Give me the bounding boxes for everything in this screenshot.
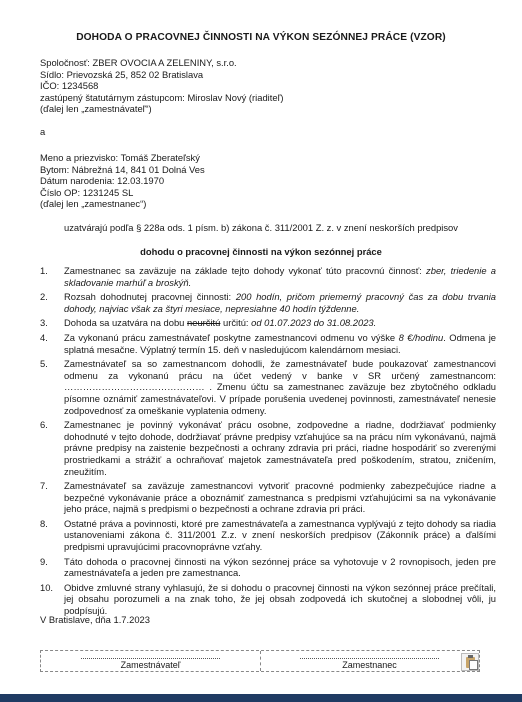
employer-representative: zastúpený štatutárnym zástupcom: Miroslav Nový (riaditeľ) — [40, 91, 284, 103]
employer-name: Spoločnosť: ZBER OVOCIA A ZELENINY, s.r.o. — [40, 57, 237, 68]
signature-label-employee: Zamestnanec — [342, 660, 397, 670]
term-7: 7. Zamestnávateľ sa zaväzuje zamestnancovi vytvoriť pracovné podmienky zabezpečujúce riadne a bezpečné vykonávanie práce a oboznámiť zamestnanca s predpismi vzťahujúcimi sa na vykonávanie jeho práce, najmä s predpismi o bezpečnosti a ochrane zdravia pri práci. — [40, 480, 496, 515]
employee-name: Meno a priezvisko: Tomáš Zberateľský — [40, 152, 200, 163]
term-10: 10. Obidve zmluvné strany vyhlasujú, že si dohodu o pracovnej činnosti na výkon sezónnej práce prečítali, jej obsahu porozumeli a na znak toho, že jej obsah zodpovedá ich skutočnej a slobodnej vôli, ju podpísujú. — [40, 581, 496, 617]
terms-list — [40, 265, 496, 620]
term-9: 9. Táto dohoda o pracovnej činnosti na výkon sezónnej práce sa vyhotovuje v 2 rovnopisoch, jeden pre zamestnávateľa a jeden pre zamestnanca. — [40, 555, 496, 579]
clipboard-clip — [468, 655, 473, 658]
place-date: V Bratislave, dňa 1.7.2023 — [40, 614, 150, 625]
conjunction: a — [40, 126, 46, 137]
signature-cell-employee[interactable] — [260, 651, 479, 671]
employer-address: Sídlo: Prievozská 25, 852 02 Bratislava — [40, 68, 204, 80]
term-6: 6. Zamestnanec je povinný vykonávať prácu osobne, zodpovedne a riadne, dodržiavať podmienky dohodnuté v tejto dohode, dodržiavať právne predpisy vzťahujúce sa na prácu ním vykonávanú, najmä právne predpisy na zaistenie bezpečnosti a ochrany zdravia pri práci, riadne hospodáriť so zverenými prostriedkami a strážiť a ochraňovať majetok zamestnávateľa pred poškodením, stratou, zničením, zneužitím. — [40, 419, 496, 477]
signature-line — [81, 658, 220, 659]
employee-birthdate: Dátum narodenia: 12.03.1970 — [40, 175, 165, 187]
legal-basis: uzatvárajú podľa § 228a ods. 1 písm. b) zákona č. 311/2001 Z. z. v znení neskorších predpisov — [64, 222, 458, 233]
term-1: 1. Zamestnanec sa zaväzuje na základe tejto dohody vykonať túto pracovnú činnosť: zber, triedenie a skladovanie marhúľ a broskýň. — [40, 265, 496, 288]
signature-table — [40, 650, 480, 672]
term-3: 3. Dohoda sa uzatvára na dobu neurčitú určitú: od 01.07.2023 do 31.08.2023. — [40, 317, 377, 329]
employer-alias: (ďalej len „zamestnávateľ“) — [40, 103, 152, 115]
term-5: 5. Zamestnávateľ sa so zamestnancom dohodli, že zamestnávateľ bude poukazovať zamestnancovi odmenu za vykonanú prácu na účet vedený v banke v SR určený zamestnancom: ……………………………………… . Zmenu účtu sa zamestnanec zaväzuje bez zbytočného odkladu písomne oznámiť zamestnávateľovi. V prípade porušenia uvedenej povinnosti, zamestnávateľ nenesie zodpovednosť za omeškanie vyplatenia odmeny. — [40, 358, 496, 416]
paste-options-icon[interactable] — [461, 653, 479, 671]
signature-line — [300, 658, 439, 659]
clipboard-sheet — [469, 660, 478, 670]
employee-id-card: Číslo OP: 1231245 SL — [40, 186, 134, 198]
employee-block — [40, 152, 500, 210]
term-4: 4. Za vykonanú prácu zamestnávateľ poskytne zamestnancovi odmenu vo výške 8 €/hodinu. Odmena je splatná mesačne. Výplatný termín 15. deň v nasledujúcom kalendárnom mesiaci. — [40, 331, 496, 355]
term-2: 2. Rozsah dohodnutej pracovnej činnosti: 200 hodín, pričom priemerný pracovný čas za dobu trvania dohody, najviac však za štyri mesiace, nepresiahne 40 hodín týždenne. — [40, 291, 496, 314]
agreement-subtitle: dohodu o pracovnej činnosti na výkon sezónnej práce — [140, 246, 382, 257]
employee-alias: (ďalej len „zamestnanec“) — [40, 198, 147, 210]
employee-address: Bytom: Nábrežná 14, 841 01 Dolná Ves — [40, 163, 205, 175]
document-title: DOHODA O PRACOVNEJ ČINNOSTI NA VÝKON SEZÓNNEJ PRÁCE (VZOR) — [76, 32, 446, 43]
term-8: 8. Ostatné práva a povinnosti, ktoré pre zamestnávateľa a zamestnanca vyplývajú z tejto dohody sa riadia ustanoveniami zákona č. 311/2001 Z.z. v znení neskorších predpisov (Zákonník práce) a ďalšími predpismi upravujúcimi pracovnoprávne vzťahy. — [40, 517, 496, 553]
employer-block — [40, 57, 500, 115]
signature-label-employer: Zamestnávateľ — [120, 660, 181, 670]
employer-ico: IČO: 1234568 — [40, 80, 99, 92]
bottom-bar — [0, 694, 522, 702]
signature-cell-employer[interactable] — [41, 651, 261, 671]
